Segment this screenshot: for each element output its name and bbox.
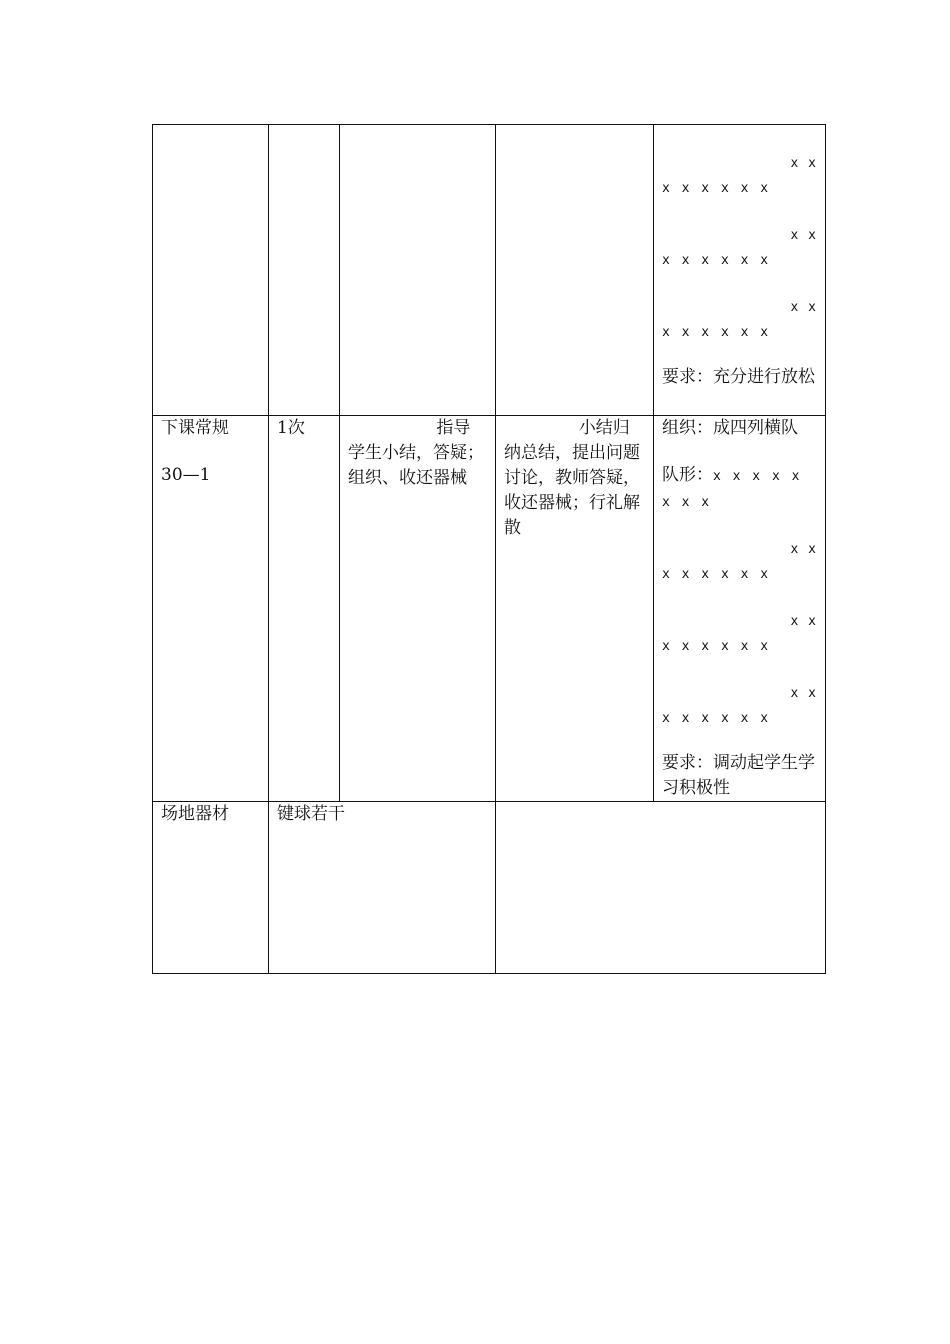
equipment-text: 键球若干 (277, 804, 345, 824)
student-activity-text: 小结归纳总结，提出问题讨论，教师答疑，收还器械；行礼解散 (504, 418, 640, 538)
formation-row-left: x x x x x x (662, 639, 771, 654)
student-activity-cell (496, 125, 654, 416)
formation-row-left: x x x x x x (662, 253, 771, 268)
teacher-activity-cell (340, 125, 496, 416)
count-cell (269, 416, 340, 802)
notes-cell (496, 802, 826, 974)
table-row (153, 125, 826, 416)
requirement-text: 要求：调动起学生学习积极性 (662, 753, 815, 798)
lesson-plan-table (152, 124, 826, 974)
equipment-cell (269, 802, 496, 974)
formation-row-left: x x x x x x (662, 567, 771, 582)
formation-first-row: x x x x x x x x (662, 469, 802, 510)
section-cell (153, 125, 269, 416)
organization-cell (654, 125, 826, 416)
teacher-activity-text: 指导学生小结，答疑；组织、收还器械 (348, 418, 484, 488)
formation-row-right: x x (790, 300, 817, 315)
formation-label: 队形： (662, 465, 713, 485)
table-row (153, 416, 826, 802)
section-time: 30—1 (161, 465, 211, 485)
formation-row-right: x x (790, 542, 817, 557)
section-name: 下课常规 (161, 418, 229, 438)
teacher-activity-cell (340, 416, 496, 802)
formation-row-right: x x (790, 614, 817, 629)
formation-row-right: x x (790, 156, 817, 171)
table-row (153, 802, 826, 974)
venue-label-cell (153, 802, 269, 974)
formation-row-right: x x (790, 228, 817, 243)
organization-text: 组织：成四列横队 (662, 418, 798, 438)
formation-row-left: x x x x x x (662, 181, 771, 196)
venue-label: 场地器材 (161, 804, 229, 824)
section-cell (153, 416, 269, 802)
count-cell (269, 125, 340, 416)
count-text: 1次 (277, 418, 305, 438)
requirement-text: 要求：充分进行放松 (662, 367, 815, 387)
organization-cell (654, 416, 826, 802)
formation-row-right: x x (790, 686, 817, 701)
student-activity-cell (496, 416, 654, 802)
formation-row-left: x x x x x x (662, 325, 771, 340)
formation-row-left: x x x x x x (662, 711, 771, 726)
formation-line (662, 463, 817, 515)
